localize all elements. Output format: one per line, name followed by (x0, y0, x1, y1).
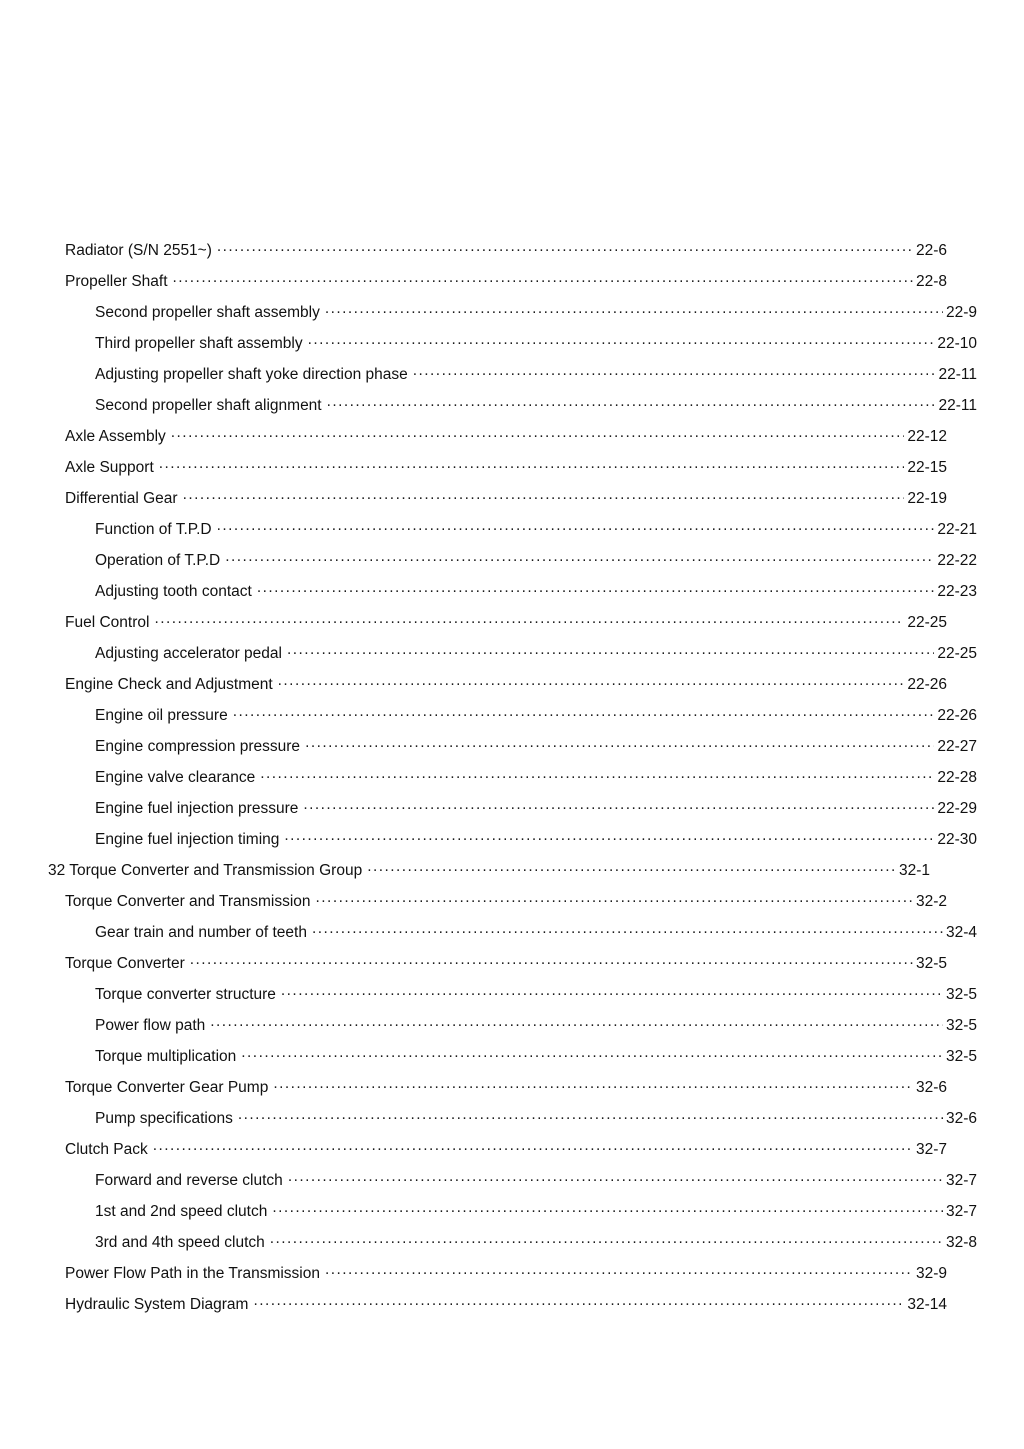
toc-entry-title: Fuel Control (65, 614, 150, 631)
toc-dot-leader (225, 550, 934, 566)
toc-entry-page-number: 22-19 (907, 490, 947, 507)
toc-dot-leader (287, 643, 934, 659)
table-of-contents (0, 235, 1024, 1320)
toc-entry-title: Third propeller shaft assembly (95, 335, 303, 352)
toc-dot-leader (217, 240, 913, 256)
toc-entry-page-number: 22-22 (937, 552, 977, 569)
toc-entry[interactable] (48, 855, 930, 886)
toc-entry-page-number: 22-6 (915, 242, 947, 259)
toc-entry-page-number: 22-21 (937, 521, 977, 538)
toc-entry[interactable] (48, 979, 977, 1010)
toc-entry-title: Second propeller shaft alignment (95, 397, 322, 414)
toc-entry-title: Function of T.P.D (95, 521, 212, 538)
toc-entry-page-number: 22-9 (945, 304, 977, 321)
toc-entry-title: Axle Assembly (65, 428, 166, 445)
toc-entry-title: Torque converter structure (95, 986, 276, 1003)
toc-dot-leader (260, 767, 934, 783)
toc-entry[interactable] (48, 700, 977, 731)
toc-entry-title: Power Flow Path in the Transmission (65, 1265, 320, 1282)
toc-dot-leader (325, 1263, 913, 1279)
toc-entry[interactable] (48, 824, 977, 855)
toc-entry-page-number: 32-2 (915, 893, 947, 910)
toc-entry-page-number: 22-26 (907, 676, 947, 693)
toc-entry-page-number: 32-6 (915, 1079, 947, 1096)
toc-entry-page-number: 32-5 (945, 1048, 977, 1065)
toc-entry[interactable] (48, 297, 977, 328)
toc-dot-leader (281, 984, 943, 1000)
toc-entry-page-number: 22-11 (938, 366, 977, 383)
toc-entry[interactable] (48, 235, 947, 266)
toc-entry[interactable] (48, 793, 977, 824)
toc-dot-leader (171, 426, 905, 442)
toc-entry-title: Gear train and number of teeth (95, 924, 307, 941)
toc-dot-leader (308, 333, 935, 349)
toc-entry[interactable] (48, 359, 977, 390)
toc-entry-title: Engine valve clearance (95, 769, 256, 786)
toc-entry-page-number: 22-30 (937, 831, 977, 848)
toc-entry[interactable] (48, 266, 947, 297)
toc-entry-title: Torque multiplication (95, 1048, 237, 1065)
toc-entry-title: 1st and 2nd speed clutch (95, 1203, 268, 1220)
toc-entry-page-number: 22-25 (907, 614, 947, 631)
toc-entry-title: Engine fuel injection pressure (95, 800, 299, 817)
toc-entry-page-number: 32-5 (915, 955, 947, 972)
toc-entry-title: 32 Torque Converter and Transmission Group (48, 862, 363, 879)
toc-entry-title: Engine fuel injection timing (95, 831, 280, 848)
toc-entry[interactable] (48, 669, 947, 700)
toc-dot-leader (183, 488, 905, 504)
toc-dot-leader (270, 1232, 943, 1248)
toc-dot-leader (190, 953, 913, 969)
toc-dot-leader (253, 1294, 904, 1310)
toc-entry[interactable] (48, 886, 947, 917)
toc-dot-leader (154, 612, 904, 628)
toc-dot-leader (367, 860, 896, 876)
toc-entry[interactable] (48, 483, 947, 514)
toc-entry-title: Adjusting accelerator pedal (95, 645, 282, 662)
toc-entry-title: Operation of T.P.D (95, 552, 221, 569)
toc-entry-page-number: 22-11 (938, 397, 977, 414)
toc-entry-page-number: 22-12 (907, 428, 947, 445)
toc-dot-leader (153, 1139, 913, 1155)
toc-entry[interactable] (48, 545, 977, 576)
toc-entry-page-number: 32-7 (915, 1141, 947, 1158)
toc-entry-page-number: 22-25 (937, 645, 977, 662)
toc-dot-leader (272, 1201, 943, 1217)
toc-entry-title: 3rd and 4th speed clutch (95, 1234, 265, 1251)
toc-entry[interactable] (48, 1103, 977, 1134)
toc-entry-title: Radiator (S/N 2551~) (65, 242, 212, 259)
toc-dot-leader (238, 1108, 943, 1124)
toc-entry-title: Adjusting propeller shaft yoke direction phase (95, 366, 408, 383)
toc-dot-leader (217, 519, 935, 535)
toc-entry[interactable] (48, 1258, 947, 1289)
toc-dot-leader (413, 364, 936, 380)
toc-entry-page-number: 22-23 (937, 583, 977, 600)
toc-dot-leader (159, 457, 905, 473)
toc-entry-page-number: 32-8 (945, 1234, 977, 1251)
toc-entry-page-number: 32-14 (907, 1296, 947, 1313)
toc-entry-title: Engine oil pressure (95, 707, 228, 724)
toc-entry-page-number: 32-9 (915, 1265, 947, 1282)
toc-entry[interactable] (48, 390, 977, 421)
toc-entry[interactable] (48, 1227, 977, 1258)
toc-entry-title: Hydraulic System Diagram (65, 1296, 249, 1313)
toc-entry-page-number: 32-7 (945, 1203, 977, 1220)
toc-entry[interactable] (48, 1041, 977, 1072)
toc-entry-title: Torque Converter (65, 955, 185, 972)
toc-entry[interactable] (48, 1134, 947, 1165)
toc-dot-leader (241, 1046, 943, 1062)
toc-entry-title: Second propeller shaft assembly (95, 304, 320, 321)
toc-entry-page-number: 22-10 (937, 335, 977, 352)
toc-entry-title: Torque Converter and Transmission (65, 893, 311, 910)
toc-dot-leader (284, 829, 934, 845)
toc-entry-title: Engine compression pressure (95, 738, 301, 755)
toc-entry[interactable] (48, 1289, 947, 1320)
toc-entry[interactable] (48, 607, 947, 638)
toc-entry[interactable] (48, 917, 977, 948)
toc-dot-leader (316, 891, 913, 907)
toc-dot-leader (233, 705, 935, 721)
toc-entry-title: Torque Converter Gear Pump (65, 1079, 269, 1096)
toc-dot-leader (288, 1170, 943, 1186)
toc-entry-page-number: 32-6 (945, 1110, 977, 1127)
toc-entry-page-number: 32-4 (945, 924, 977, 941)
toc-entry-page-number: 32-5 (945, 986, 977, 1003)
toc-dot-leader (273, 1077, 913, 1093)
toc-dot-leader (305, 736, 934, 752)
toc-dot-leader (257, 581, 935, 597)
toc-entry-title: Propeller Shaft (65, 273, 168, 290)
toc-entry[interactable] (48, 731, 977, 762)
toc-entry[interactable] (48, 1165, 977, 1196)
toc-entry-page-number: 22-28 (937, 769, 977, 786)
toc-entry-page-number: 22-26 (937, 707, 977, 724)
toc-entry-title: Differential Gear (65, 490, 178, 507)
toc-entry[interactable] (48, 1010, 977, 1041)
toc-dot-leader (312, 922, 943, 938)
toc-entry[interactable] (48, 638, 977, 669)
toc-entry-title: Adjusting tooth contact (95, 583, 252, 600)
toc-entry-page-number: 22-15 (907, 459, 947, 476)
toc-entry[interactable] (48, 576, 977, 607)
toc-entry[interactable] (48, 452, 947, 483)
toc-entry-page-number: 32-5 (945, 1017, 977, 1034)
toc-entry[interactable] (48, 514, 977, 545)
toc-entry-title: Forward and reverse clutch (95, 1172, 283, 1189)
toc-dot-leader (278, 674, 905, 690)
toc-dot-leader (303, 798, 934, 814)
toc-entry-page-number: 22-29 (937, 800, 977, 817)
toc-dot-leader (325, 302, 943, 318)
toc-dot-leader (327, 395, 936, 411)
toc-entry-page-number: 22-8 (915, 273, 947, 290)
toc-entry-page-number: 32-1 (898, 862, 930, 879)
toc-entry-title: Engine Check and Adjustment (65, 676, 273, 693)
toc-entry[interactable] (48, 421, 947, 452)
toc-entry-page-number: 22-27 (937, 738, 977, 755)
toc-entry[interactable] (48, 948, 947, 979)
toc-entry-title: Axle Support (65, 459, 154, 476)
toc-entry-title: Clutch Pack (65, 1141, 148, 1158)
toc-entry[interactable] (48, 1072, 947, 1103)
toc-entry[interactable] (48, 328, 977, 359)
toc-entry-title: Pump specifications (95, 1110, 233, 1127)
toc-entry-title: Power flow path (95, 1017, 206, 1034)
toc-dot-leader (173, 271, 913, 287)
toc-entry-page-number: 32-7 (945, 1172, 977, 1189)
toc-entry[interactable] (48, 762, 977, 793)
toc-dot-leader (210, 1015, 943, 1031)
toc-entry[interactable] (48, 1196, 977, 1227)
